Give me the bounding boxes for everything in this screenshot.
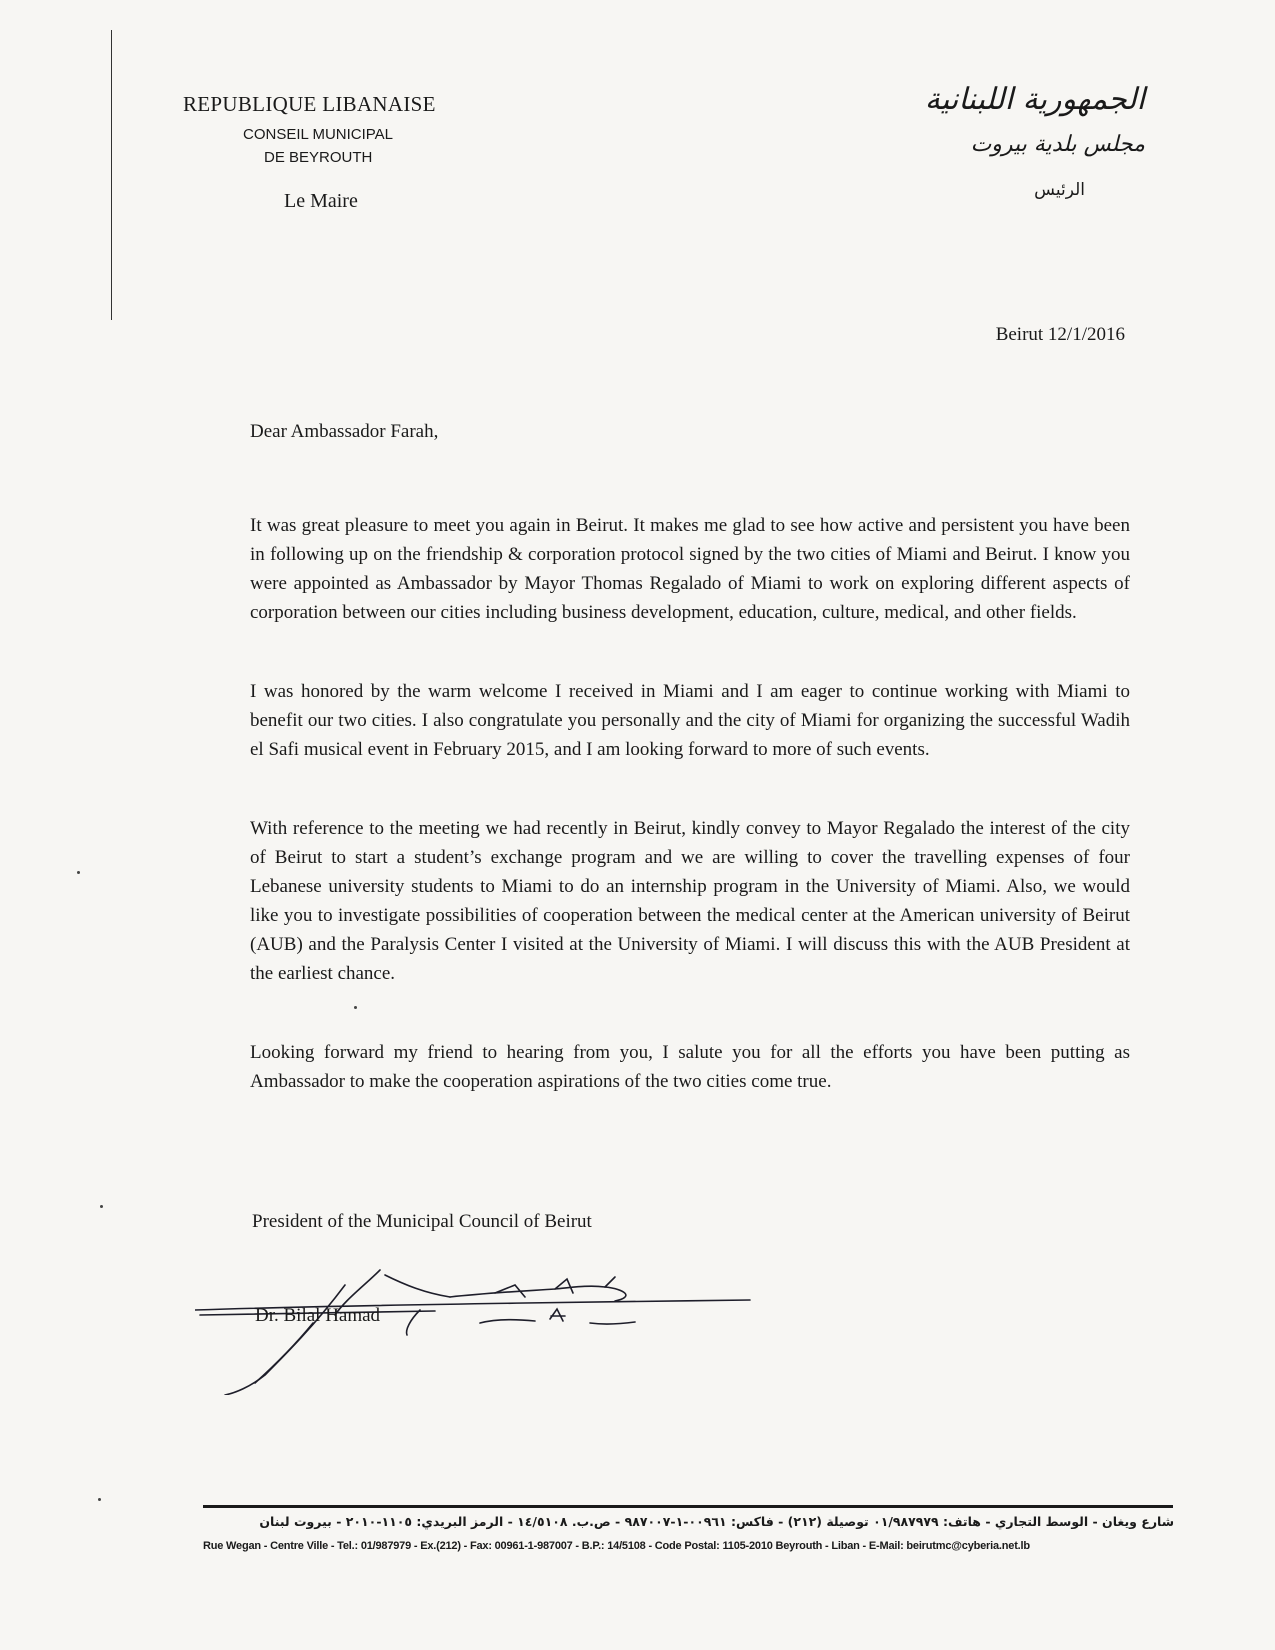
scan-speck xyxy=(100,1205,103,1208)
french-letterhead-title: REPUBLIQUE LIBANAISE xyxy=(183,92,436,116)
scan-speck xyxy=(98,1498,101,1501)
french-letterhead-city: DE BEYROUTH xyxy=(264,149,373,166)
letter-paragraph: With reference to the meeting we had recently in Beirut, kindly convey to Mayor Regalado the interest of the city of Beirut to start a student’s exchange program and we are willing to cover the travelling expenses of four Lebanese university students to Miami to do an internship program in the University of Miami. Also, we would like you to investigate possibilities of cooperation between the medical center at the American university of Beirut (AUB) and the Paralysis Center I visited at the University of Miami. I will discuss this with the AUB President at the earliest chance. xyxy=(250,818,1130,984)
footer-address-arabic: شارع ويغان - الوسط التجاري - هاتف: ٠١/٩٨٧٩٧٩ توصيلة (٢١٢) - فاكس: ٠٠٩٦١-١-٩٨٧٠٠٧ - ص.ب. ١٤/٥١٠٨ - الرمز البريدي: ١١٠٥-٢٠١٠ - بيروت لبنان xyxy=(259,1514,1174,1529)
letter-closing-title: President of the Municipal Council of Beirut xyxy=(252,1211,592,1232)
french-letterhead-council: CONSEIL MUNICIPAL xyxy=(243,126,394,143)
french-letterhead-mayor: Le Maire xyxy=(284,190,358,212)
arabic-letterhead-council: مجلس بلدية بيروت xyxy=(970,132,1145,157)
letter-paragraph: It was great pleasure to meet you again in Beirut. It makes me glad to see how active and persistent you have been in following up on the friendship & corporation protocol signed by the two cities of Miami and Beirut. I know you were appointed as Ambassador by Mayor Thomas Regalado of Miami to work on exploring different aspects of corporation between our cities including business development, education, culture, medical, and other fields. xyxy=(250,515,1130,623)
signer-name: Dr. Bilal Hamad xyxy=(255,1305,381,1326)
scan-speck xyxy=(77,871,80,874)
arabic-letterhead-title: الجمهورية اللبنانية xyxy=(924,82,1145,117)
scan-speck xyxy=(354,1006,357,1009)
footer-address-french: Rue Wegan - Centre Ville - Tel.: 01/987979 - Ex.(212) - Fax: 00961-1-987007 - B.P.: 14/5108 - Code Postal: 1105-2010 Beyrouth - Liban - E-Mail: beirutmc@cyberia.net.lb xyxy=(203,1540,1030,1552)
arabic-letterhead-mayor: الرئيس xyxy=(1034,180,1085,200)
letter-date: Beirut 12/1/2016 xyxy=(995,324,1125,345)
footer-divider xyxy=(203,1505,1173,1508)
margin-line xyxy=(111,30,112,320)
letter-paragraph: I was honored by the warm welcome I received in Miami and I am eager to continue working with Miami to benefit our two cities. I also congratulate you personally and the city of Miami for organizing the successful Wadih el Safi musical event in February 2015, and I am looking forward to more of such events. xyxy=(250,681,1130,760)
letter-paragraph: Looking forward my friend to hearing from you, I salute you for all the efforts you have been putting as Ambassador to make the cooperation aspirations of the two cities come true. xyxy=(250,1042,1130,1092)
letter-salutation: Dear Ambassador Farah, xyxy=(250,421,439,442)
